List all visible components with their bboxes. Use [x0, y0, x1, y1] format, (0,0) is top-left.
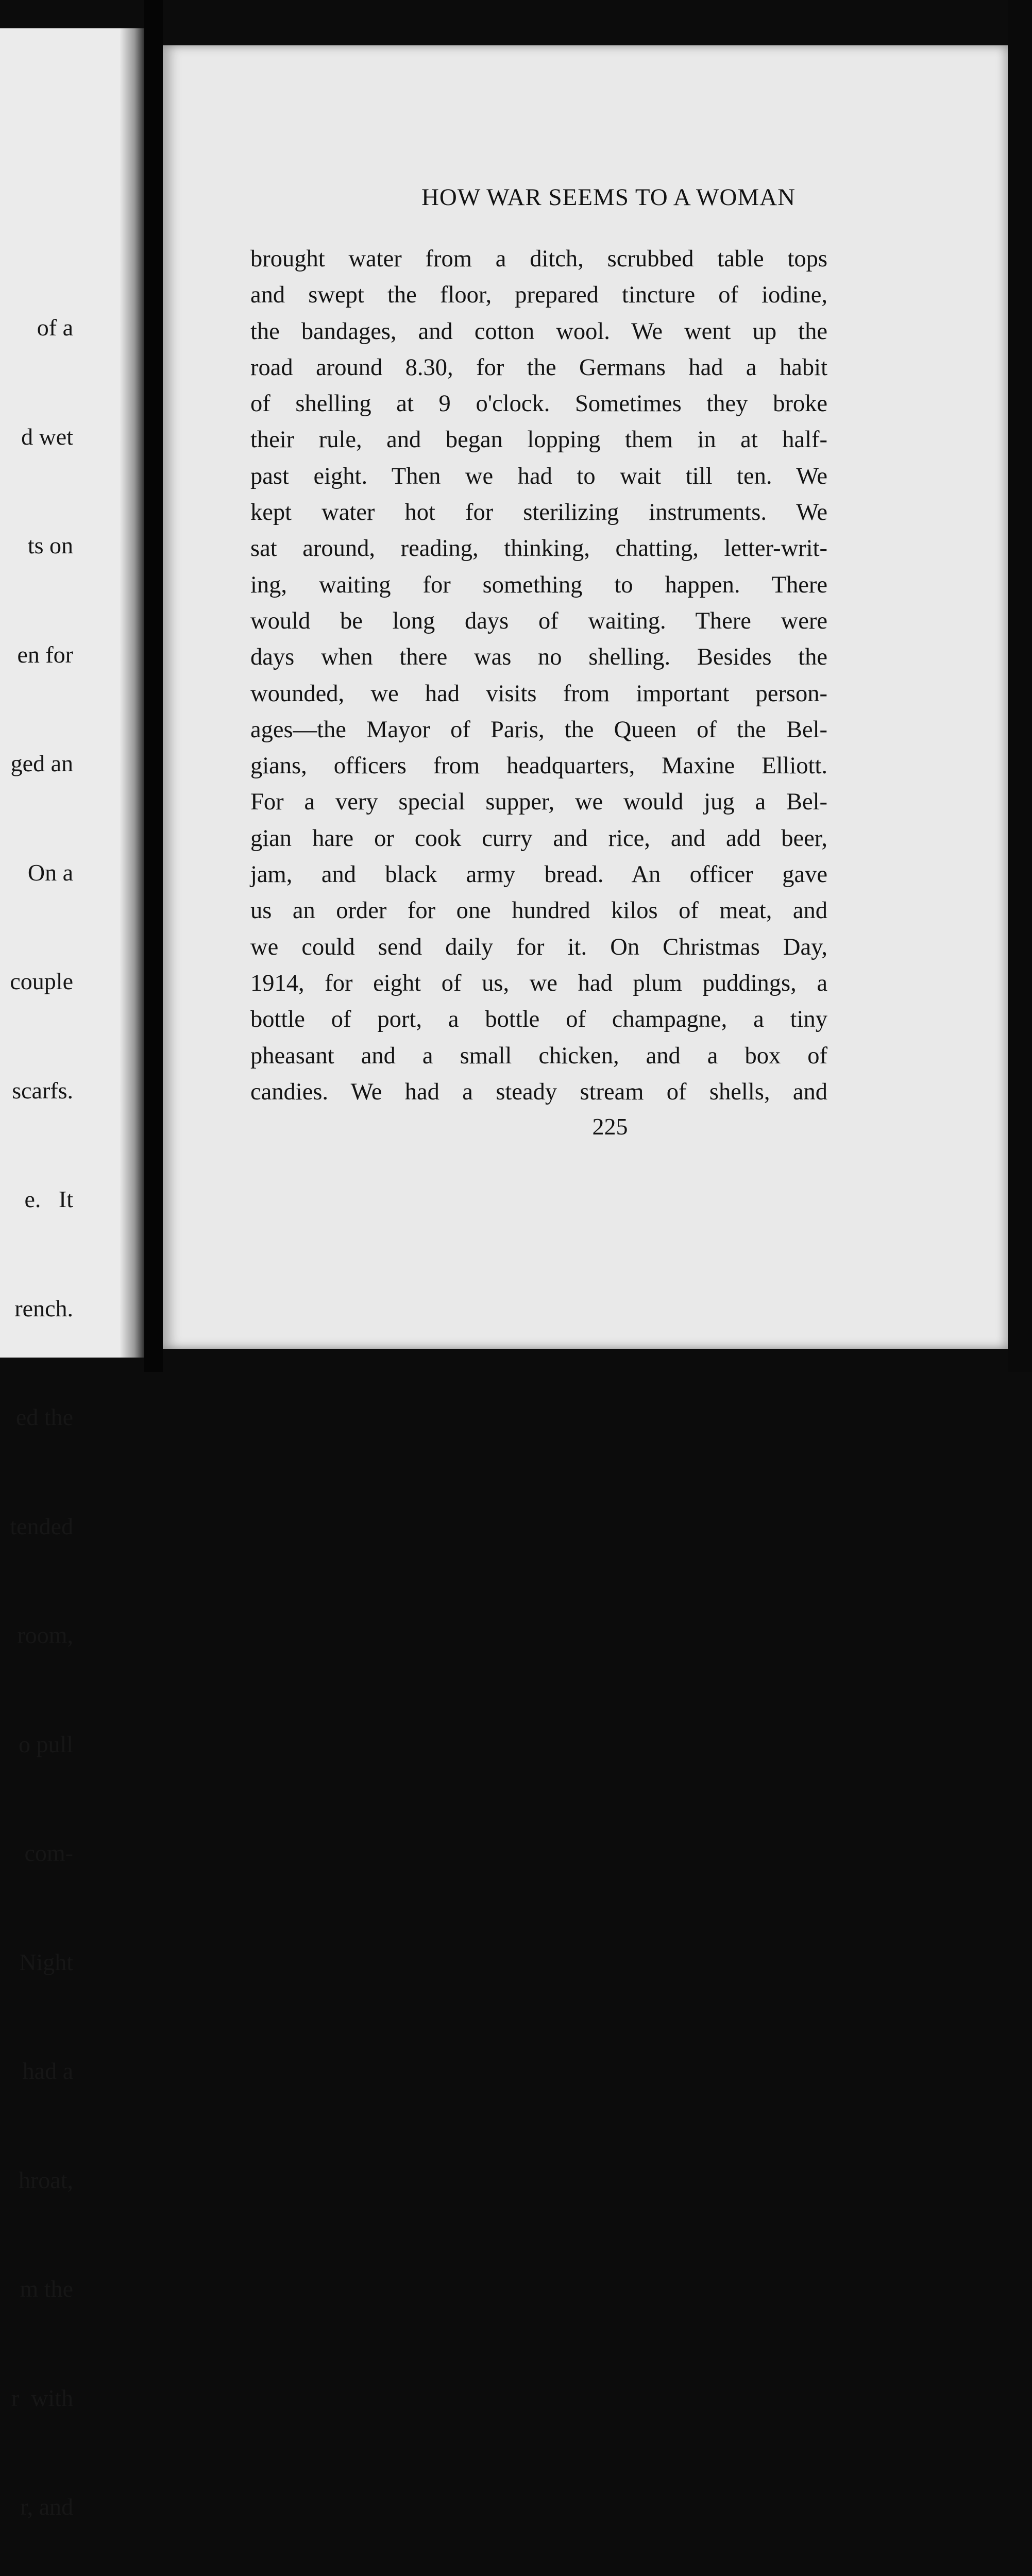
- text-line: wounded, we had visits from important person-: [250, 680, 827, 707]
- text-line: sat around, reading, thinking, chatting, letter-writ-: [250, 535, 827, 562]
- text-line: past eight. Then we had to wait till ten. We: [250, 463, 827, 489]
- book-spine: [144, 0, 163, 1372]
- text-line: road around 8.30, for the Germans had a habit: [250, 354, 827, 381]
- left-line: o pull: [18, 1731, 73, 1757]
- text-line: gian hare or cook curry and rice, and add beer,: [250, 825, 827, 852]
- left-line: r, and: [20, 2494, 73, 2520]
- text-line: gians, officers from headquarters, Maxine Elliott.: [250, 753, 827, 779]
- running-header: HOW WAR SEEMS TO A WOMAN: [421, 184, 796, 211]
- text-line: brought water from a ditch, scrubbed table tops: [250, 246, 827, 272]
- left-line: tended: [10, 1513, 73, 1539]
- left-line: rench.: [14, 1295, 73, 1321]
- text-line: us an order for one hundred kilos of meat, and: [250, 897, 827, 924]
- left-line: had a: [22, 2058, 73, 2084]
- text-line: and swept the floor, prepared tincture of iodine,: [250, 282, 827, 309]
- left-page-text: [10, 237, 73, 2576]
- left-line: On a: [27, 859, 73, 886]
- text-line: candies. We had a steady stream of shells, and: [250, 1078, 827, 1105]
- book-edge-background: [1008, 0, 1032, 1372]
- text-line: of shelling at 9 o'clock. Sometimes they broke: [250, 391, 827, 417]
- left-line: hroat,: [18, 2166, 73, 2193]
- text-line: kept water hot for sterilizing instruments. We: [250, 499, 827, 526]
- text-line: days when there was no shelling. Besides the: [250, 644, 827, 671]
- text-line: their rule, and began lopping them in at half-: [250, 427, 827, 453]
- left-line: ts on: [27, 532, 73, 558]
- body-text: [250, 241, 827, 1110]
- left-line: com-: [24, 1840, 73, 1866]
- left-line: of a: [37, 314, 73, 341]
- left-line: Night: [19, 1948, 73, 1975]
- left-page: [0, 28, 144, 2520]
- text-line: 1914, for eight of us, we had plum puddings, a: [250, 970, 827, 996]
- left-line: r with: [11, 2384, 73, 2411]
- left-line: room,: [17, 1622, 73, 1648]
- text-line: For a very special supper, we would jug a Bel-: [250, 789, 827, 816]
- left-line: couple: [10, 968, 73, 994]
- left-line: scarfs.: [12, 1077, 73, 1104]
- text-line: we could send daily for it. On Christmas Day,: [250, 934, 827, 960]
- right-page: [163, 45, 1008, 1349]
- left-line: m the: [20, 2276, 73, 2302]
- text-line: pheasant and a small chicken, and a box of: [250, 1042, 827, 1069]
- left-line: e. It: [24, 1186, 73, 1212]
- text-line: would be long days of waiting. There were: [250, 607, 827, 634]
- text-line: bottle of port, a bottle of champagne, a tiny: [250, 1006, 827, 1033]
- page-number: 225: [592, 1113, 628, 1140]
- text-line: the bandages, and cotton wool. We went up the: [250, 318, 827, 345]
- left-line: en for: [17, 641, 73, 668]
- text-line: ing, waiting for something to happen. There: [250, 571, 827, 598]
- text-line: jam, and black army bread. An officer gave: [250, 861, 827, 888]
- left-line: ged an: [10, 750, 73, 776]
- left-line: ed the: [15, 1404, 73, 1430]
- left-line: d wet: [21, 423, 73, 450]
- gutter-shadow: [120, 28, 144, 1358]
- text-line: ages—the Mayor of Paris, the Queen of the Bel-: [250, 716, 827, 743]
